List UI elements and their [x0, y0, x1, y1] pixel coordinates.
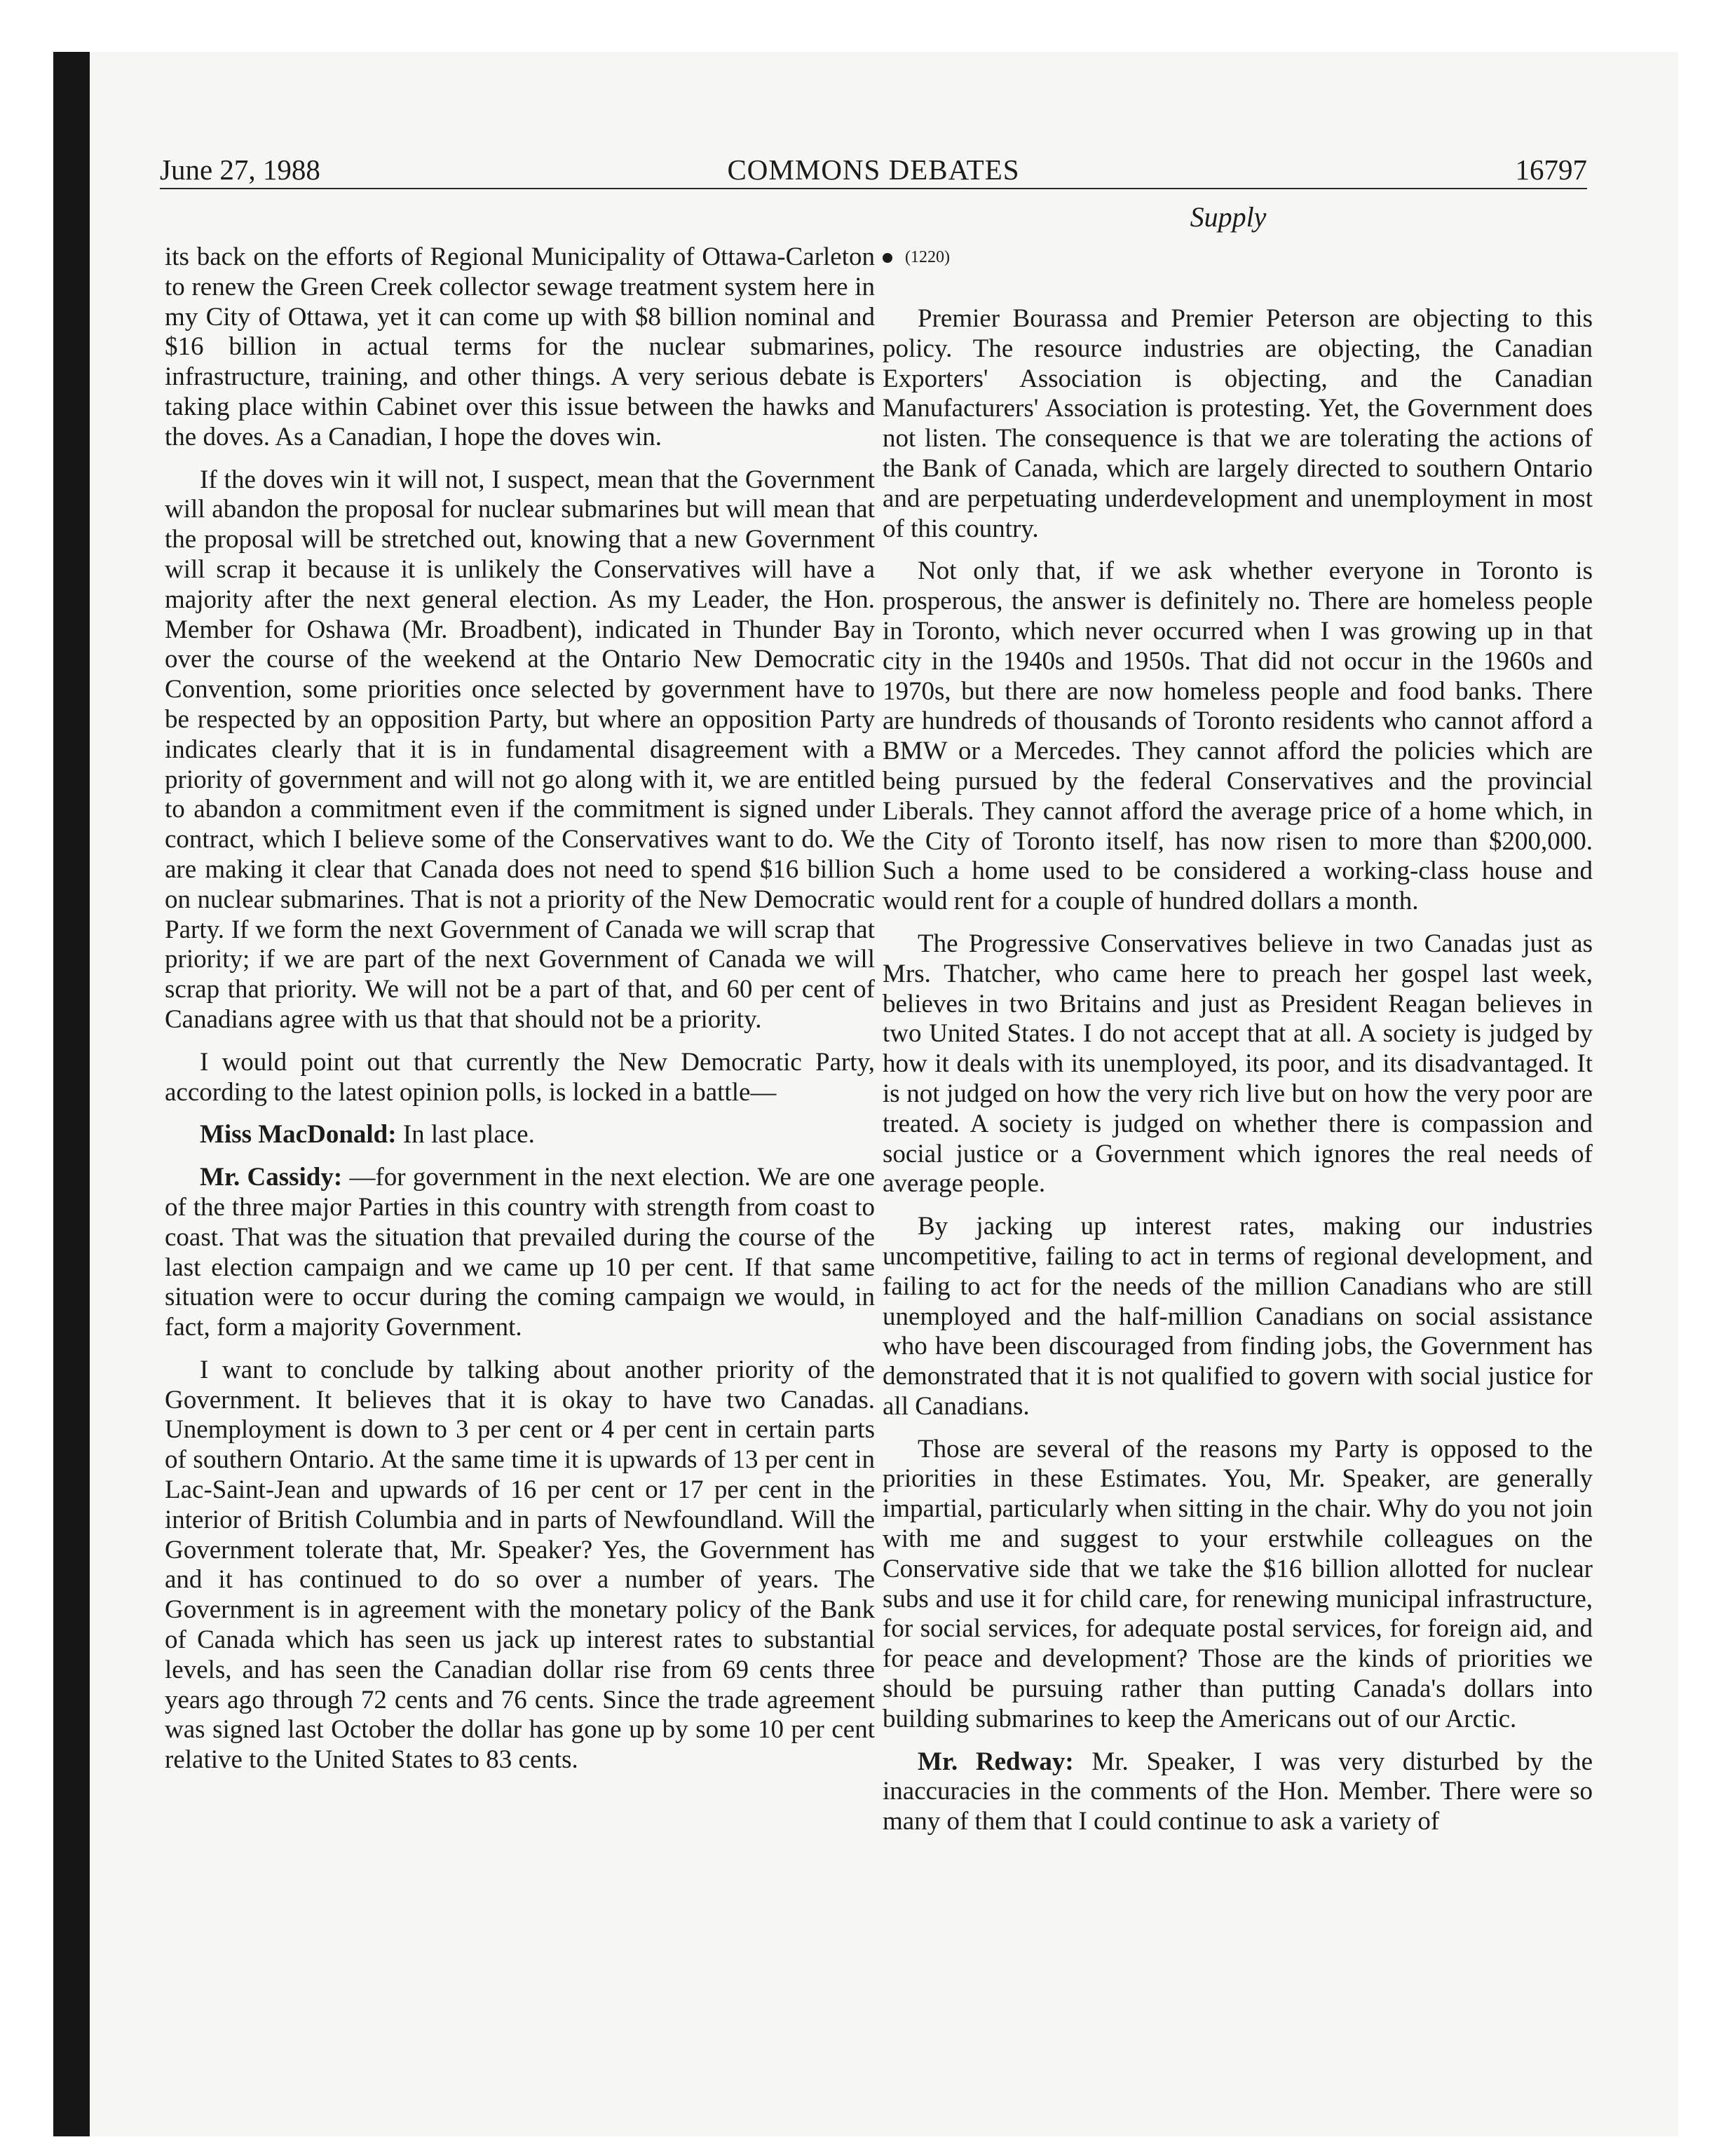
speaker-name: Mr. Redway:	[918, 1747, 1074, 1776]
header-title: COMMONS DEBATES	[727, 153, 1020, 186]
header-date: June 27, 1988	[160, 153, 320, 186]
speaker-name: Mr. Cassidy:	[200, 1163, 343, 1192]
speech	[165, 1163, 875, 1343]
right-column	[883, 243, 1593, 1850]
paragraph: its back on the efforts of Regional Municipality of Ottawa-Carleton to renew the Green Creek collector sewage treatment system here in my City of Ottawa, yet it can come up with $8 billion nominal and $16 billion in actual terms for the nuclear submarines, infrastructure, training, and other things. A very serious debate is taking place within Cabinet over this issue between the hawks and the doves. As a Canadian, I hope the doves win.	[165, 243, 875, 451]
timestamp-text: (1220)	[905, 248, 950, 266]
paragraph: I want to conclude by talking about another priority of the Government. It believes that it is okay to have two Canadas. Unemployment is down to 3 per cent or 4 per cent in certain parts of southern Ontario. At the same time it is upwards of 13 per cent in Lac-Saint-Jean and upwards of 16 per cent or 17 per cent in the interior of British Columbia and in parts of Newfoundland. Will the Government tolerate that, Mr. Speaker? Yes, the Government has and it has continued to do so over a number of years. The Government is in agreement with the monetary policy of the Bank of Canada which has seen us jack up interest rates to substantial levels, and has seen the Canadian dollar rise from 69 cents three years ago through 72 cents and 76 cents. Since the trade agreement was signed last October the dollar has gone up by some 10 per cent relative to the United States to 83 cents.	[165, 1355, 875, 1775]
bullet-icon	[883, 253, 892, 263]
page-number: 16797	[1515, 153, 1587, 186]
binding-edge	[53, 52, 90, 2136]
speech-text: —for government in the next election. We are one of the three major Parties in this country with strength from coast to coast. That was the situation that prevailed during the course of the last election campaign and we came up 10 per cent. If that same situation were to occur during the coming campaign we would, in fact, form a majority Government.	[165, 1163, 875, 1342]
header-rule	[160, 188, 1587, 189]
section-title: Supply	[1190, 201, 1267, 233]
left-column	[165, 243, 875, 1788]
speech-text: In last place.	[396, 1120, 535, 1149]
speech	[165, 1120, 875, 1150]
paragraph: Premier Bourassa and Premier Peterson are objecting to this policy. The resource industries are objecting, the Canadian Exporters' Association is objecting, and the Canadian Manufacturers' Association is protesting. Yet, the Government does not listen. The consequence is that we are tolerating the actions of the Bank of Canada, which are largely directed to southern Ontario and are perpetuating underdevelopment and unemployment in most of this country.	[883, 304, 1593, 543]
paragraph: I would point out that currently the New Democratic Party, according to the latest opinion polls, is locked in a battle—	[165, 1047, 875, 1107]
paragraph: By jacking up interest rates, making our industries uncompetitive, failing to act in terms of regional development, and failing to act for the needs of the million Canadians who are still unemployed and the half-million Canadians on social assistance who have been discouraged from finding jobs, the Government has demonstrated that it is not qualified to govern with social justice for all Canadians.	[883, 1212, 1593, 1421]
speech-text: Mr. Speaker, I was very disturbed by the inaccuracies in the comments of the Hon. Member. There were so many of them that I could continue to ask a variety of	[883, 1747, 1593, 1836]
timestamp	[883, 247, 1593, 268]
paragraph: Those are several of the reasons my Party is opposed to the priorities in these Estimates. You, Mr. Speaker, are generally impartial, particularly when sitting in the chair. Why do you not join with me and suggest to your erstwhile colleagues on the Conservative side that we take the $16 billion allotted for nuclear subs and use it for child care, for renewing municipal infrastructure, for social services, for adequate postal services, for foreign aid, and for peace and development? Those are the kinds of priorities we should be pursuing rather than putting Canada's dollars into building submarines to keep the Americans out of our Arctic.	[883, 1434, 1593, 1733]
running-header	[160, 153, 1587, 188]
paragraph: Not only that, if we ask whether everyone in Toronto is prosperous, the answer is definitely no. There are homeless people in Toronto, which never occurred when I was growing up in that city in the 1940s and 1950s. That did not occur in the 1960s and 1970s, but there are now homeless people and food banks. There are hundreds of thousands of Toronto residents who cannot afford a BMW or a Mercedes. They cannot afford the policies which are being pursued by the federal Conservatives and the provincial Liberals. They cannot afford the average price of a home which, in the City of Toronto itself, has now risen to more than $200,000. Such a home used to be considered a working-class house and would rent for a couple of hundred dollars a month.	[883, 557, 1593, 916]
paragraph: The Progressive Conservatives believe in two Canadas just as Mrs. Thatcher, who came here to preach her gospel last week, believes in two Britains and just as President Reagan believes in two United States. I do not accept that at all. A society is judged by how it deals with its unemployed, its poor, and its disadvantaged. It is not judged on how the very rich live but on how the very poor are treated. A society is judged on whether there is compassion and social justice or a Government which ignores the real needs of average people.	[883, 929, 1593, 1199]
paragraph: If the doves win it will not, I suspect, mean that the Government will abandon the proposal for nuclear submarines but will mean that the proposal will be stretched out, knowing that a new Government will scrap it because it is unlikely the Conservatives will have a majority after the next general election. As my Leader, the Hon. Member for Oshawa (Mr. Broadbent), indicated in Thunder Bay over the course of the weekend at the Ontario New Democratic Convention, some priorities once selected by government have to be respected by an opposition Party, but where an opposition Party indicates clearly that it is in fundamental disagreement with a priority of government and will not go along with it, we are entitled to abandon a commitment even if the commitment is signed under contract, which I believe some of the Conservatives want to do. We are making it clear that Canada does not need to spend $16 billion on nuclear submarines. That is not a priority of the New Democratic Party. If we form the next Government of Canada we will scrap that priority; if we are part of the next Government of Canada we will scrap that priority. We will not be a part of that, and 60 per cent of Canadians agree with us that that should not be a priority.	[165, 465, 875, 1034]
speech	[883, 1747, 1593, 1837]
speaker-name: Miss MacDonald:	[200, 1120, 397, 1149]
